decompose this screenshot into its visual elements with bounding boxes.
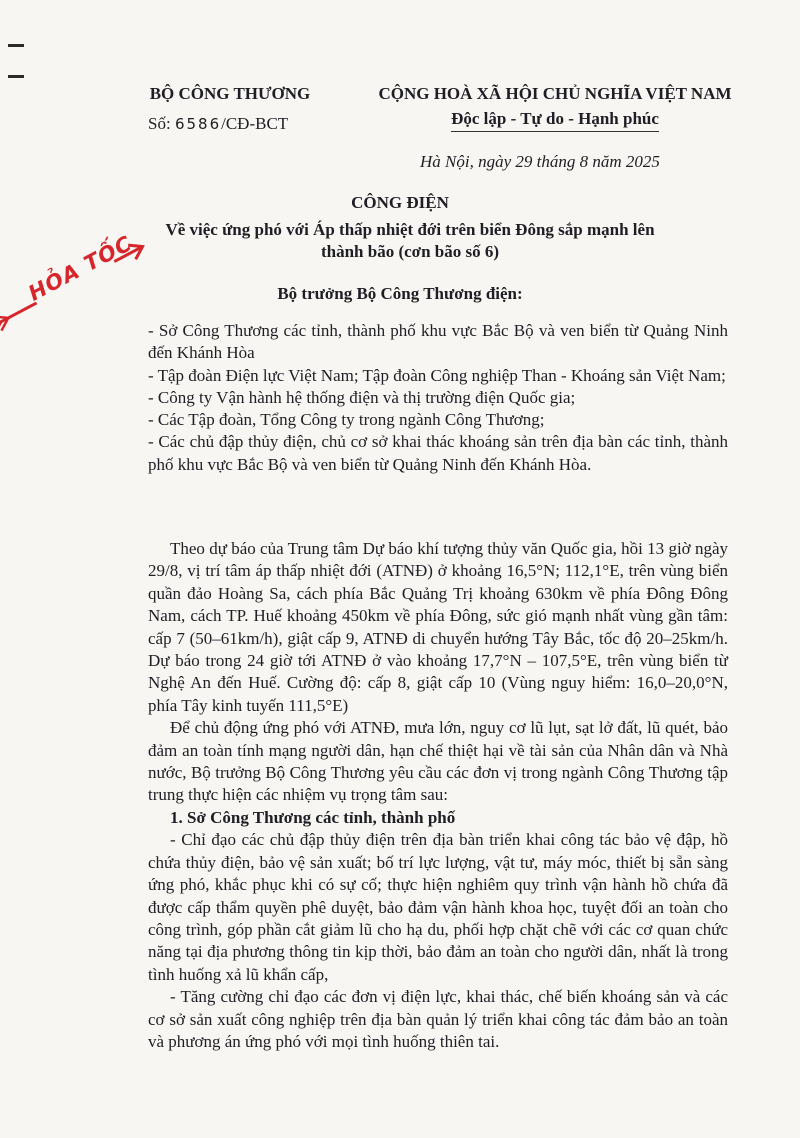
section-item: - Tăng cường chỉ đạo các đơn vị điện lực, khai thác, chế biến khoáng sản và các cơ sở sản xuất công nghiệp trên địa bàn quản lý triển khai công tác đảm bảo an toàn và phương án ứng phó với mọi tình huống thiên tai. xyxy=(148,987,728,1051)
punch-mark xyxy=(8,44,24,47)
place-date: Hà Nội, ngày 29 tháng 8 năm 2025 xyxy=(420,152,660,171)
addresser-line: Bộ trưởng Bộ Công Thương điện: xyxy=(277,284,523,303)
document-title: CÔNG ĐIỆN xyxy=(351,193,449,212)
national-motto: Độc lập - Tự do - Hạnh phúc xyxy=(451,109,659,132)
document-number xyxy=(130,114,330,134)
recipient-list xyxy=(148,320,728,476)
recipient-item: - Các Tập đoàn, Tổng Công ty trong ngành Công Thương; xyxy=(148,410,545,430)
recipient-item: - Các chủ đập thủy điện, chủ cơ sở khai thác khoáng sản trên địa bàn các tỉnh, thành phố khu vực Bắc Bộ và ven biển từ Quảng Ninh đến Khánh Hòa. xyxy=(148,432,728,474)
doc-no-label: Số: xyxy=(148,114,171,133)
document-subject: Về việc ứng phó với Áp thấp nhiệt đới trên biển Đông sắp mạnh lên thành bão (cơn bão số 6) xyxy=(165,220,655,261)
paragraph-directive: Để chủ động ứng phó với ATNĐ, mưa lớn, nguy cơ lũ lụt, sạt lở đất, lũ quét, bảo đảm an toàn tính mạng người dân, hạn chế thiệt hại về tài sản của Nhân dân và Nhà nước, Bộ trưởng Bộ Công Thương yêu cầu các đơn vị trong ngành Công Thương tập trung thực hiện các nhiệm vụ trọng tâm sau: xyxy=(148,718,728,805)
agency-name: BỘ CÔNG THƯƠNG xyxy=(149,84,311,103)
recipient-item: - Sở Công Thương các tỉnh, thành phố khu vực Bắc Bộ và ven biển từ Quảng Ninh đến Khánh Hòa xyxy=(148,321,728,363)
national-header xyxy=(350,84,760,132)
paragraph-forecast: Theo dự báo của Trung tâm Dự báo khí tượng thủy văn Quốc gia, hồi 13 giờ ngày 29/8, vị trí tâm áp thấp nhiệt đới (ATNĐ) ở khoảng 16,5°N; 112,1°E, trên vùng biển quần đảo Hoàng Sa, cách phía Bắc Quảng Trị khoảng 630km về phía Đông Đông Nam, cách TP. Huế khoảng 450km về phía Đông, sức gió mạnh nhất vùng gần tâm: cấp 7 (50–61km/h), giật cấp 9, ATNĐ di chuyển hướng Tây Bắc, tốc độ 20–25km/h. Dự báo trong 24 giờ tới ATNĐ ở vào khoảng 17,7°N – 107,5°E, trên vùng biển từ Nghệ An đến Huế. Cường độ: cấp 8, giật cấp 10 (Vùng nguy hiểm: 16,0–20,0°N, phía Tây kinh tuyến 111,5°E) xyxy=(148,539,728,715)
doc-no-number: 6586 xyxy=(174,115,222,133)
issuing-agency-block xyxy=(130,84,330,134)
stamp-text: HỎA TỐC xyxy=(24,231,137,306)
nation-name: CỘNG HOÀ XÃ HỘI CHỦ NGHĨA VIỆT NAM xyxy=(378,84,732,103)
recipient-item: - Công ty Vận hành hệ thống điện và thị trường điện Quốc gia; xyxy=(148,387,576,407)
section-heading: 1. Sở Công Thương các tỉnh, thành phố xyxy=(170,807,456,827)
section-item: - Chỉ đạo các chủ đập thủy điện trên địa bàn triển khai công tác bảo vệ đập, hồ chứa thủy điện, bảo vệ sản xuất; bố trí lực lượng, vật tư, máy móc, thiết bị sẵn sàng ứng phó, khắc phục khi có sự cố; thực hiện nghiêm quy trình vận hành hồ chứa đã được cấp thẩm quyền phê duyệt, bảo đảm vận hành khoa học, tuyệt đối an toàn cho công trình, góp phần cắt giảm lũ cho hạ du, phối hợp chặt chẽ với các cơ quan chức năng tại địa phương thông tin kịp thời, bảo đảm an toàn cho người dân, nhất là trong tình huống xả lũ khẩn cấp, xyxy=(148,830,728,984)
document-body xyxy=(148,538,728,1053)
recipient-item: - Tập đoàn Điện lực Việt Nam; Tập đoàn Công nghiệp Than - Khoáng sản Việt Nam; xyxy=(148,365,726,385)
doc-no-suffix: /CĐ-BCT xyxy=(221,114,289,133)
punch-mark xyxy=(8,75,24,78)
